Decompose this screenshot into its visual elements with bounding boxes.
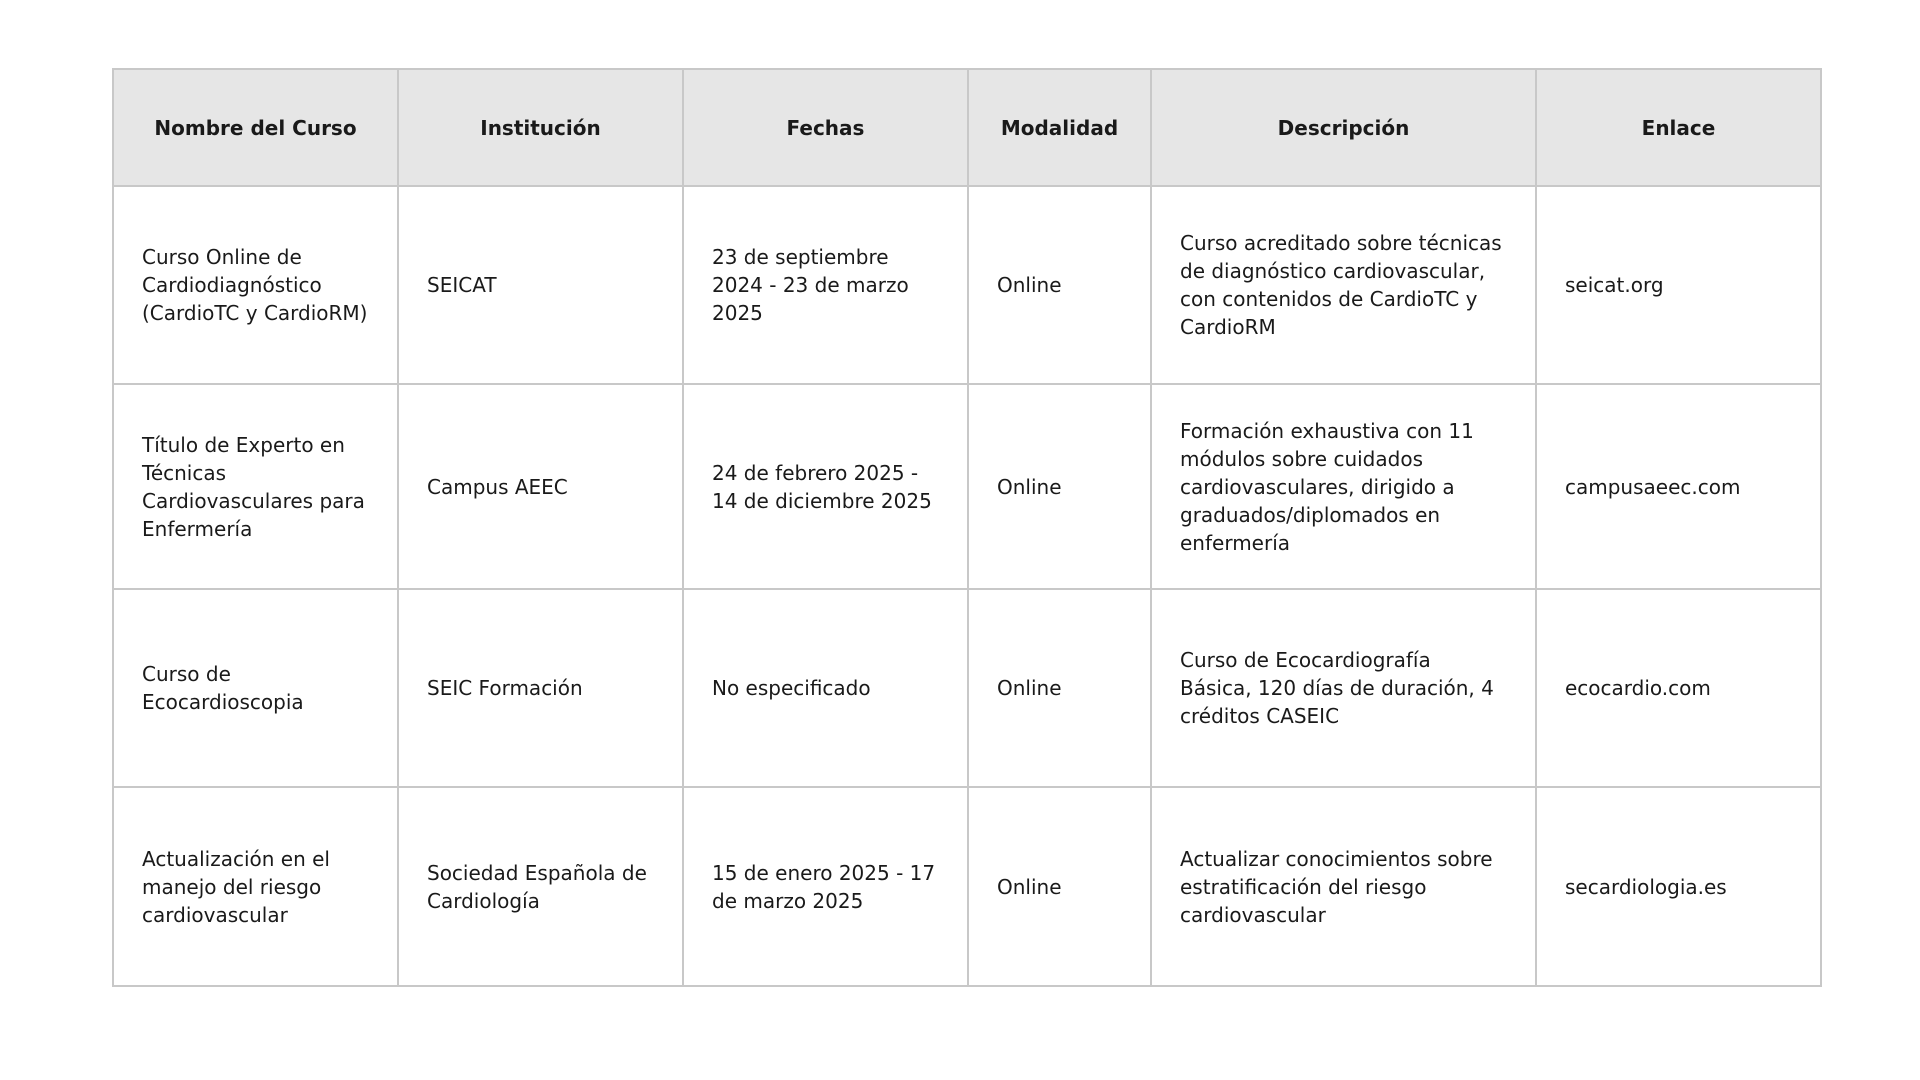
header-modalidad: Modalidad [968,69,1151,186]
cell-institucion: SEIC Formación [398,589,683,787]
cell-descripcion: Curso acreditado sobre técnicas de diagnóstico cardiovascular, con contenidos de CardioTC y CardioRM [1151,186,1536,384]
table-header-row [113,69,1821,186]
cell-nombre: Curso de Ecocardioscopia [113,589,398,787]
cell-enlace: seicat.org [1536,186,1821,384]
cell-nombre: Actualización en el manejo del riesgo cardiovascular [113,787,398,986]
header-institucion: Institución [398,69,683,186]
table-row [113,589,1821,787]
cell-fechas: 24 de febrero 2025 - 14 de diciembre 2025 [683,384,968,589]
courses-table [112,68,1822,987]
cell-descripcion: Formación exhaustiva con 11 módulos sobre cuidados cardiovasculares, dirigido a graduados/diplomados en enfermería [1151,384,1536,589]
header-fechas: Fechas [683,69,968,186]
cell-fechas: 23 de septiembre 2024 - 23 de marzo 2025 [683,186,968,384]
cell-institucion: Sociedad Española de Cardiología [398,787,683,986]
cell-modalidad: Online [968,186,1151,384]
cell-fechas: No especificado [683,589,968,787]
header-descripcion: Descripción [1151,69,1536,186]
cell-modalidad: Online [968,787,1151,986]
cell-enlace: ecocardio.com [1536,589,1821,787]
table-row [113,384,1821,589]
cell-nombre: Curso Online de Cardiodiagnóstico (CardioTC y CardioRM) [113,186,398,384]
cell-modalidad: Online [968,589,1151,787]
cell-institucion: Campus AEEC [398,384,683,589]
cell-modalidad: Online [968,384,1151,589]
cell-descripcion: Curso de Ecocardiografía Básica, 120 días de duración, 4 créditos CASEIC [1151,589,1536,787]
cell-enlace: secardiologia.es [1536,787,1821,986]
header-nombre-del-curso: Nombre del Curso [113,69,398,186]
cell-institucion: SEICAT [398,186,683,384]
table-row [113,787,1821,986]
cell-nombre: Título de Experto en Técnicas Cardiovasculares para Enfermería [113,384,398,589]
cell-descripcion: Actualizar conocimientos sobre estratificación del riesgo cardiovascular [1151,787,1536,986]
courses-table-container [112,68,1820,987]
table-row [113,186,1821,384]
header-enlace: Enlace [1536,69,1821,186]
cell-fechas: 15 de enero 2025 - 17 de marzo 2025 [683,787,968,986]
cell-enlace: campusaeec.com [1536,384,1821,589]
